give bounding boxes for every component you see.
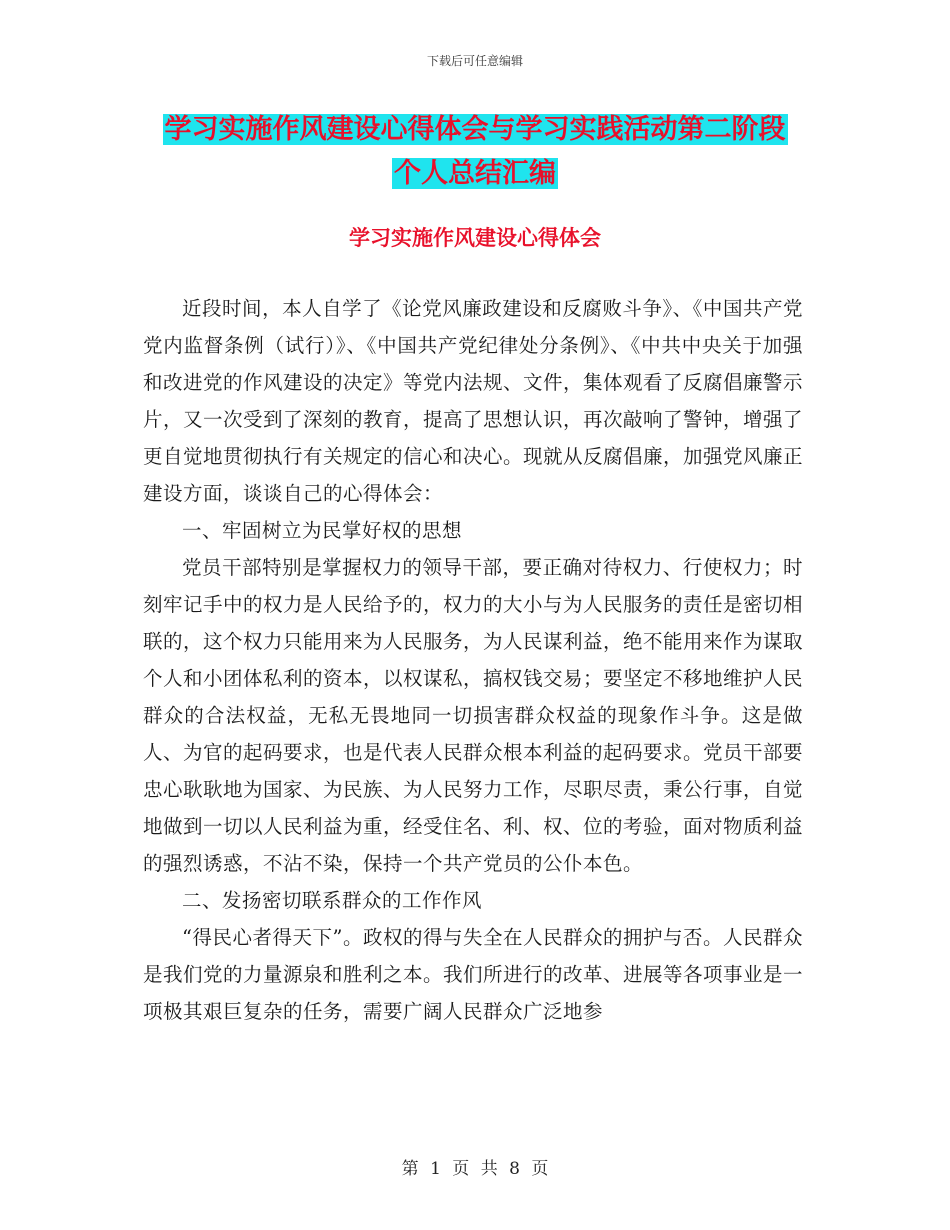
section-title: 学习实施作风建设心得体会 <box>349 226 601 250</box>
paragraph-intro: 近段时间，本人自学了《论党风廉政建设和反腐败斗争》、《中国共产党党内监督条例（试行）》、《中国共产党纪律处分条例》、《中共中央关于加强和改进党的作风建设的决定》等党内法规、文件，集体观看了反腐倡廉警示片，又一次受到了深刻的教育，提高了思想认识，再次敲响了警钟，增强了更自觉地贯彻执行有关规定的信心和决心。现就从反腐倡廉，加强党风廉正建设方面，谈谈自己的心得体会： <box>143 297 804 505</box>
page-footer: 第 1 页 共 8 页 <box>401 1159 549 1179</box>
main-title-line-1: 学习实施作风建设心得体会与学习实践活动第二阶段 <box>164 114 786 145</box>
header-note: 下载后可任意编辑 <box>426 54 523 68</box>
paragraph-two: “得民心者得天下”。政权的得与失全在人民群众的拥护与否。人民群众是我们党的力量源泉和胜利之本。我们所进行的改革、进展等各项事业是一项极其艰巨复杂的任务，需要广阔人民群众广泛地参 <box>143 926 804 1023</box>
main-title <box>0 108 950 196</box>
body-text <box>143 290 803 1030</box>
heading-one: 一、牢固树立为民掌好权的思想 <box>182 519 463 542</box>
main-title-line-2: 个人总结汇编 <box>394 158 556 189</box>
paragraph-one: 党员干部特别是掌握权力的领导干部，要正确对待权力、行使权力；时刻牢记手中的权力是人民给予的，权力的大小与为人民服务的责任是密切相联的，这个权力只能用来为人民服务，为人民谋利益，绝不能用来作为谋取个人和小团体私利的资本，以权谋私，搞权钱交易；要坚定不移地维护人民群众的合法权益，无私无畏地同一切损害群众权益的现象作斗争。这是做人、为官的起码要求，也是代表人民群众根本利益的起码要求。党员干部要忠心耿耿地为国家、为民族、为人民努力工作，尽职尽责，秉公行事，自觉地做到一切以人民利益为重，经受住名、利、权、位的考验，面对物质利益的强烈诱惑，不沾不染，保持一个共产党员的公仆本色。 <box>143 556 804 875</box>
heading-two: 二、发扬密切联系群众的工作作风 <box>182 889 483 912</box>
